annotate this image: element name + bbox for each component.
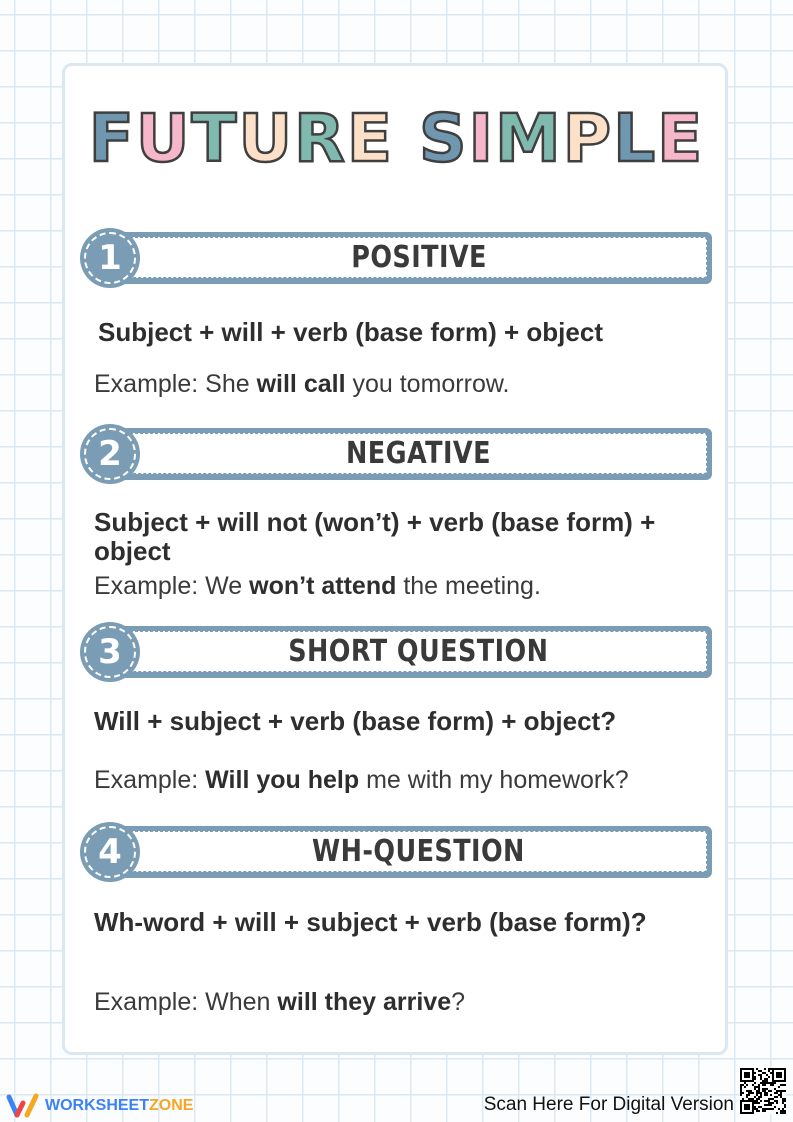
section-example	[94, 988, 724, 1017]
title-letter: U	[135, 100, 192, 177]
example-prefix: Example: We	[94, 572, 250, 600]
section-number-badge	[80, 622, 140, 682]
section-number-badge	[80, 424, 140, 484]
section-formula: Wh-word + will + subject + verb (base form)?	[94, 907, 647, 937]
section-banner	[118, 232, 712, 284]
title-letter: F	[88, 100, 136, 177]
title-letter: U	[238, 100, 295, 177]
title-letter: L	[613, 100, 658, 177]
section-formula: Will + subject + verb (base form) + object?	[94, 706, 617, 736]
brand-worksheet: WORKSHEET	[45, 1097, 149, 1114]
section-heading: POSITIVE	[350, 240, 487, 275]
logo-w-icon	[6, 1093, 40, 1119]
section-example	[94, 766, 724, 795]
section-heading: NEGATIVE	[346, 436, 492, 471]
example-suffix: you tomorrow.	[345, 370, 510, 398]
section-number: 4	[98, 832, 122, 872]
example-suffix: me with my homework?	[359, 766, 629, 794]
section-number-badge	[80, 228, 140, 288]
brand-zone: ZONE	[149, 1097, 194, 1114]
section-number: 2	[98, 434, 122, 474]
title-letter: T	[191, 100, 239, 177]
section-example	[94, 370, 724, 399]
example-highlight: Will you help	[205, 766, 360, 794]
section-number-badge	[80, 822, 140, 882]
example-highlight: will they arrive	[277, 988, 452, 1016]
title-letter	[394, 100, 419, 177]
section-number: 3	[98, 632, 122, 672]
example-prefix: Example:	[94, 766, 206, 794]
title-letter: E	[346, 100, 394, 177]
example-prefix: Example: When	[94, 988, 278, 1016]
section-example	[94, 572, 724, 601]
title-letter: P	[562, 100, 614, 177]
section-heading: WH-QUESTION	[312, 834, 526, 869]
section-heading: SHORT QUESTION	[288, 634, 549, 669]
section-banner	[118, 428, 712, 480]
scan-text: Scan Here For Digital Version	[483, 1094, 734, 1115]
section-formula: Subject + will not (won’t) + verb (base form) + object	[94, 507, 656, 566]
title-letter: R	[294, 100, 347, 177]
example-highlight: won’t attend	[249, 572, 397, 600]
section-formula: Subject + will + verb (base form) + object	[98, 317, 603, 347]
section-banner	[118, 826, 712, 878]
title-letter: S	[418, 100, 469, 177]
worksheetzone-logo[interactable]	[6, 1093, 193, 1119]
example-prefix: Example: She	[94, 370, 257, 398]
example-suffix: ?	[451, 988, 466, 1016]
example-highlight: will call	[256, 370, 346, 398]
section-banner	[118, 626, 712, 678]
page-title	[0, 100, 793, 177]
title-letter: E	[657, 100, 705, 177]
section-number: 1	[98, 238, 122, 278]
qr-code-icon[interactable]	[740, 1068, 786, 1114]
title-letter: I	[468, 100, 496, 177]
example-suffix: the meeting.	[396, 572, 541, 600]
title-letter: M	[495, 100, 563, 177]
